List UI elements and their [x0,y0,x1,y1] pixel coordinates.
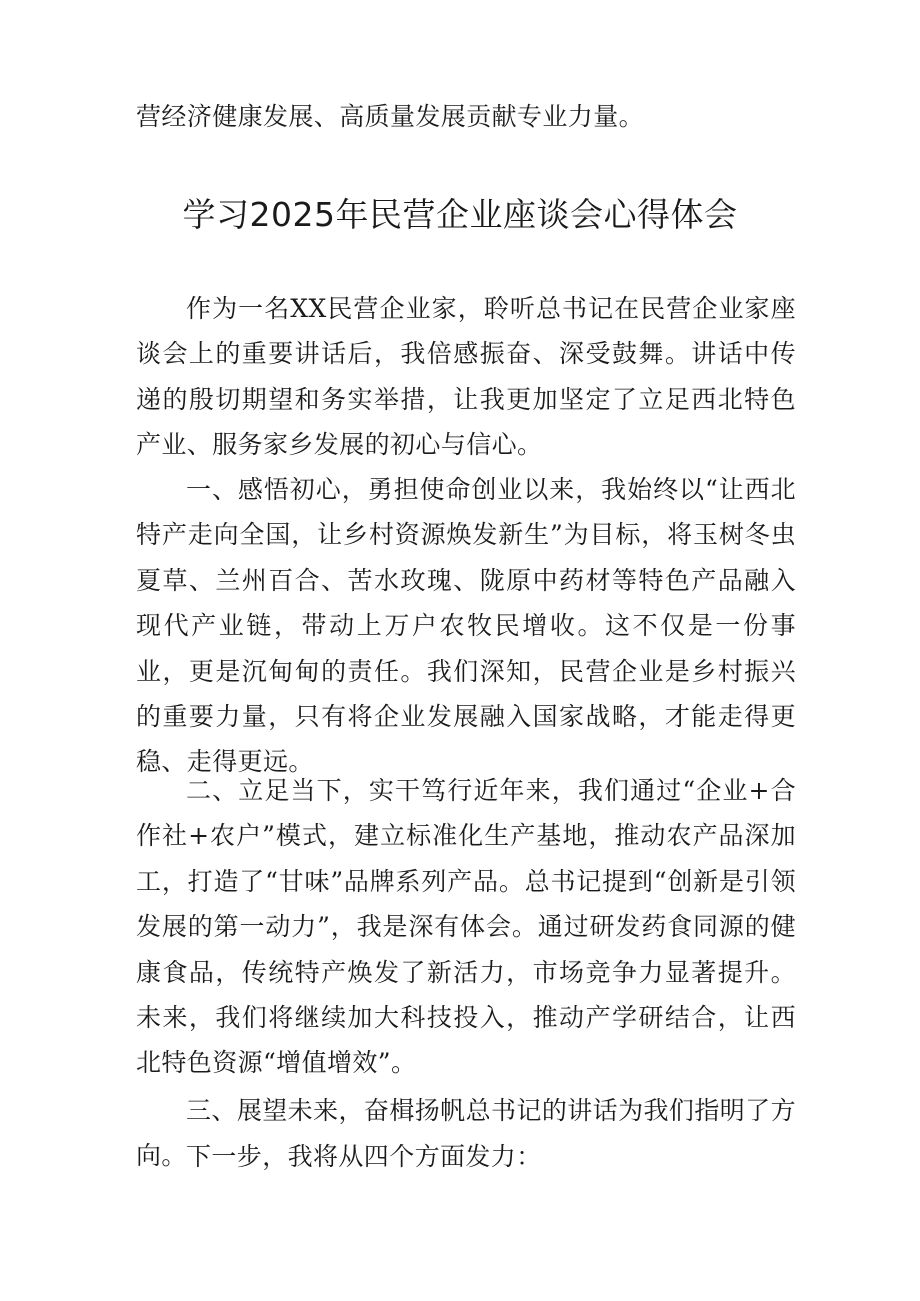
carryover-paragraph: 营经济健康发展、高质量发展贡献专业力量。 [136,102,645,131]
document-title: 学习2025年民营企业座谈会心得体会 [182,195,738,234]
paragraph-intro: 作为一名XX民营企业家，聆听总书记在民营企业家座谈会上的重要讲话后，我倍感振奋、深受鼓舞。讲话中传递的殷切期望和务实举措，让我更加坚定了立足西北特色产业、服务家乡发展的初心与信心。 [136,294,796,460]
paragraph-section-one: 一、感悟初心，勇担使命创业以来，我始终以“让西北特产走向全国，让乡村资源焕发新生”为目标，将玉树冬虫夏草、兰州百合、苦水玫瑰、陇原中药材等特色产品融入现代产业链，带动上万户农牧民增收。这不仅是一份事业，更是沉甸甸的责任。我们深知，民营企业是乡村振兴的重要力量，只有将企业发展融入国家战略，才能走得更稳、走得更远。 [136,475,796,777]
paragraph-section-two: 二、立足当下，实干笃行近年来，我们通过“企业+合作社+农户”模式，建立标准化生产基地，推动农产品深加工，打造了“甘味”品牌系列产品。总书记提到“创新是引领发展的第一动力”，我是深有体会。通过研发药食同源的健康食品，传统特产焕发了新活力，市场竞争力显著提升。未来，我们将继续加大科技投入，推动产学研结合，让西北特色资源“增值增效”。 [136,776,796,1078]
paragraph-next-steps: 下一步，我将从四个方面发力： [186,1142,542,1171]
paragraph-section-three: 三、展望未来，奋楫扬帆总书记的讲话为我们指明了方向。 [136,1096,796,1171]
